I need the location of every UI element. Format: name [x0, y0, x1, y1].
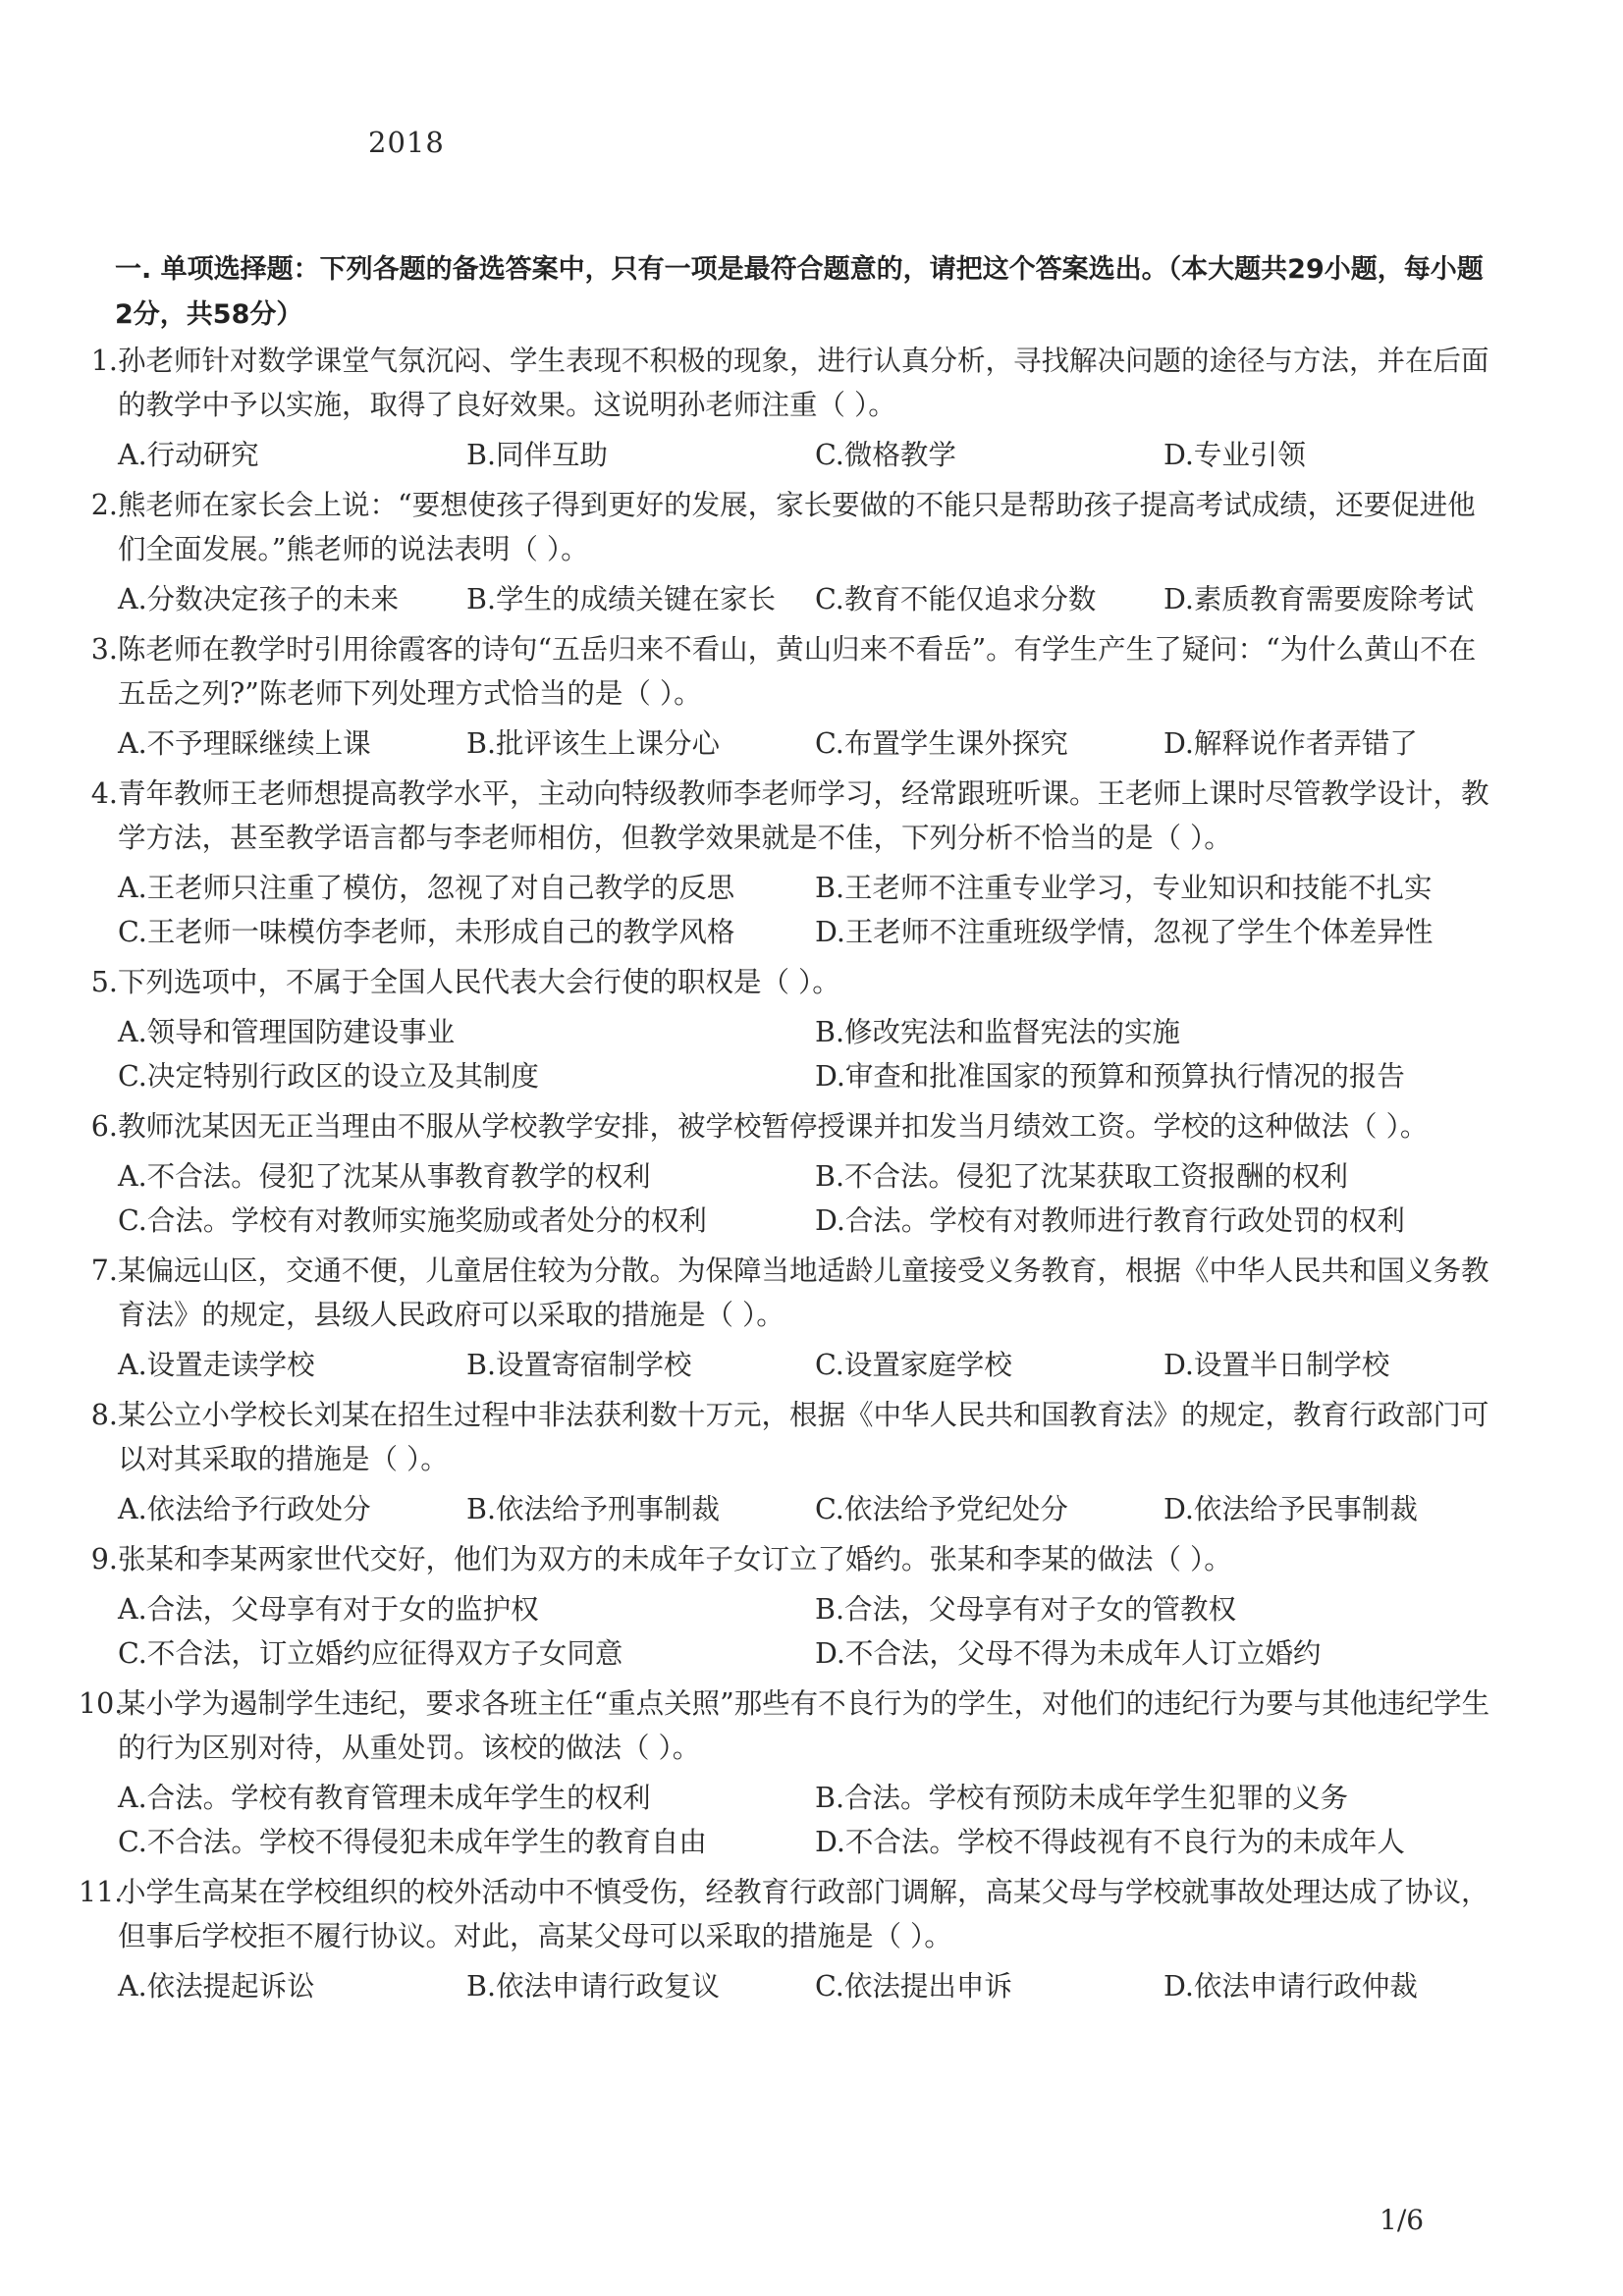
page-number: 1/6	[1380, 2204, 1425, 2236]
answer-option: C.不合法。学校不得侵犯未成年学生的教育自由	[118, 1826, 707, 1858]
answer-option: B.依法给予刑事制裁	[466, 1493, 721, 1525]
question-text: 熊老师在家长会上说：“要想使孩子得到更好的发展，家长要做的不能只是帮助孩子提高考试成绩，还要促进他们全面发展。”熊老师的说法表明（ ）。	[118, 489, 1476, 565]
answer-option: A.分数决定孩子的未来	[118, 583, 400, 615]
question-list	[79, 339, 1502, 2010]
section-heading: 一. 单项选择题：下列各题的备选答案中，只有一项是最符合题意的，请把这个答案选出。（本大题共29小题，每小题2分，共58分）	[115, 254, 1484, 330]
answer-option: C.合法。学校有对教师实施奖励或者处分的权利	[118, 1204, 707, 1237]
question-number: 2.	[90, 489, 118, 521]
question-number: 4.	[90, 777, 118, 810]
question-text: 小学生高某在学校组织的校外活动中不慎受伤，经教育行政部门调解，高某父母与学校就事故处理达成了协议，但事后学校拒不履行协议。对此，高某父母可以采取的措施是（ ）。	[118, 1876, 1489, 1952]
option-list	[79, 866, 1502, 954]
question-text: 某小学为遏制学生违纪，要求各班主任“重点关照”那些有不良行为的学生，对他们的违纪行为要与其他违纪学生的行为区别对待，从重处罚。该校的做法（ ）。	[118, 1687, 1490, 1764]
option-list	[79, 1776, 1502, 1864]
answer-option: D.依法申请行政仲裁	[1163, 1970, 1418, 2002]
question-stem	[79, 1393, 1502, 1481]
question-number: 10.	[79, 1687, 124, 1720]
option-list	[79, 721, 1502, 766]
question-item	[79, 1393, 1502, 1531]
question-number: 8.	[90, 1399, 118, 1431]
answer-option: B.王老师不注重专业学习，专业知识和技能不扎实	[815, 872, 1433, 904]
answer-option: B.同伴互助	[466, 439, 609, 471]
option-list	[79, 1343, 1502, 1387]
option-list	[79, 1154, 1502, 1243]
question-item	[79, 483, 1502, 621]
answer-option: B.不合法。侵犯了沈某获取工资报酬的权利	[815, 1160, 1349, 1193]
question-number: 9.	[90, 1543, 118, 1575]
question-text: 青年教师王老师想提高教学水平，主动向特级教师李老师学习，经常跟班听课。王老师上课时尽管教学设计，教学方法，甚至教学语言都与李老师相仿，但教学效果就是不佳，下列分析不恰当的是（ ）。	[118, 777, 1489, 854]
answer-option: D.不合法，父母不得为未成年人订立婚约	[815, 1637, 1322, 1670]
answer-option: C.依法提出申诉	[815, 1970, 1012, 2002]
answer-option: A.不予理睬继续上课	[118, 727, 371, 760]
answer-option: D.解释说作者弄错了	[1163, 727, 1418, 760]
question-item	[79, 627, 1502, 766]
question-item	[79, 1249, 1502, 1387]
question-item	[79, 1537, 1502, 1676]
question-stem	[79, 1870, 1502, 1958]
question-stem	[79, 1104, 1502, 1148]
answer-option: D.不合法。学校不得歧视有不良行为的未成年人	[815, 1826, 1405, 1858]
option-list	[79, 1587, 1502, 1676]
answer-option: C.不合法，订立婚约应征得双方子女同意	[118, 1637, 623, 1670]
question-number: 6.	[90, 1110, 118, 1143]
question-item	[79, 960, 1502, 1098]
answer-option: B.依法申请行政复议	[466, 1970, 721, 2002]
option-list	[79, 577, 1502, 621]
question-number: 1.	[90, 345, 118, 377]
question-text: 下列选项中，不属于全国人民代表大会行使的职权是（ ）。	[118, 966, 840, 998]
question-stem	[79, 339, 1502, 427]
answer-option: A.设置走读学校	[118, 1349, 315, 1381]
answer-option: D.专业引领	[1163, 439, 1306, 471]
question-number: 7.	[90, 1255, 118, 1287]
answer-option: A.依法给予行政处分	[118, 1493, 371, 1525]
answer-option: A.依法提起诉讼	[118, 1970, 315, 2002]
question-stem	[79, 960, 1502, 1004]
answer-option: D.设置半日制学校	[1163, 1349, 1390, 1381]
answer-option: C.设置家庭学校	[815, 1349, 1012, 1381]
answer-option: D.合法。学校有对教师进行教育行政处罚的权利	[815, 1204, 1405, 1237]
question-stem	[79, 772, 1502, 860]
question-item	[79, 1104, 1502, 1243]
question-stem	[79, 1537, 1502, 1581]
answer-option: B.批评该生上课分心	[466, 727, 721, 760]
answer-option: B.修改宪法和监督宪法的实施	[815, 1016, 1181, 1048]
answer-option: C.依法给予党纪处分	[815, 1493, 1068, 1525]
answer-option: B.合法。学校有预防未成年学生犯罪的义务	[815, 1782, 1349, 1814]
question-number: 3.	[90, 633, 118, 666]
question-text: 某公立小学校长刘某在招生过程中非法获利数十万元，根据《中华人民共和国教育法》的规定，教育行政部门可以对其采取的措施是（ ）。	[118, 1399, 1489, 1475]
answer-option: A.合法。学校有教育管理未成年学生的权利	[118, 1782, 651, 1814]
answer-option: C.王老师一味模仿李老师，未形成自己的教学风格	[118, 916, 735, 948]
question-text: 孙老师针对数学课堂气氛沉闷、学生表现不积极的现象，进行认真分析，寻找解决问题的途径与方法，并在后面的教学中予以实施，取得了良好效果。这说明孙老师注重（ ）。	[118, 345, 1489, 421]
question-stem	[79, 627, 1502, 716]
question-item	[79, 339, 1502, 477]
answer-option: A.行动研究	[118, 439, 259, 471]
question-item	[79, 772, 1502, 954]
question-item	[79, 1870, 1502, 2008]
question-text: 张某和李某两家世代交好，他们为双方的未成年子女订立了婚约。张某和李某的做法（ ）。	[118, 1543, 1232, 1575]
answer-option: C.教育不能仅追求分数	[815, 583, 1097, 615]
option-list	[79, 433, 1502, 477]
answer-option: D.王老师不注重班级学情，忽视了学生个体差异性	[815, 916, 1434, 948]
question-stem	[79, 1682, 1502, 1770]
answer-option: B.设置寄宿制学校	[466, 1349, 692, 1381]
answer-option: B.学生的成绩关键在家长	[466, 583, 777, 615]
question-text: 教师沈某因无正当理由不服从学校教学安排，被学校暂停授课并扣发当月绩效工资。学校的这种做法（ ）。	[118, 1110, 1429, 1143]
exam-year: 2018	[368, 126, 445, 159]
answer-option: C.决定特别行政区的设立及其制度	[118, 1060, 539, 1093]
option-list	[79, 1487, 1502, 1531]
option-list	[79, 1010, 1502, 1098]
answer-option: D.依法给予民事制裁	[1163, 1493, 1418, 1525]
question-text: 陈老师在教学时引用徐霞客的诗句“五岳归来不看山，黄山归来不看岳”。有学生产生了疑问：“为什么黄山不在五岳之列?”陈老师下列处理方式恰当的是（ ）。	[118, 633, 1477, 710]
answer-option: A.不合法。侵犯了沈某从事教育教学的权利	[118, 1160, 651, 1193]
question-text: 某偏远山区，交通不便，儿童居住较为分散。为保障当地适龄儿童接受义务教育，根据《中华人民共和国义务教育法》的规定，县级人民政府可以采取的措施是（ ）。	[118, 1255, 1489, 1331]
answer-option: D.审查和批准国家的预算和预算执行情况的报告	[815, 1060, 1405, 1093]
answer-option: D.素质教育需要废除考试	[1163, 583, 1474, 615]
answer-option: A.王老师只注重了模仿，忽视了对自己教学的反思	[118, 872, 735, 904]
answer-option: A.合法，父母享有对于女的监护权	[118, 1593, 539, 1626]
question-stem	[79, 483, 1502, 571]
question-stem	[79, 1249, 1502, 1337]
answer-option: C.布置学生课外探究	[815, 727, 1068, 760]
answer-option: B.合法，父母享有对子女的管教权	[815, 1593, 1237, 1626]
answer-option: A.领导和管理国防建设事业	[118, 1016, 456, 1048]
option-list	[79, 1964, 1502, 2008]
question-number: 11.	[79, 1876, 124, 1908]
answer-option: C.微格教学	[815, 439, 956, 471]
question-item	[79, 1682, 1502, 1864]
question-number: 5.	[90, 966, 118, 998]
